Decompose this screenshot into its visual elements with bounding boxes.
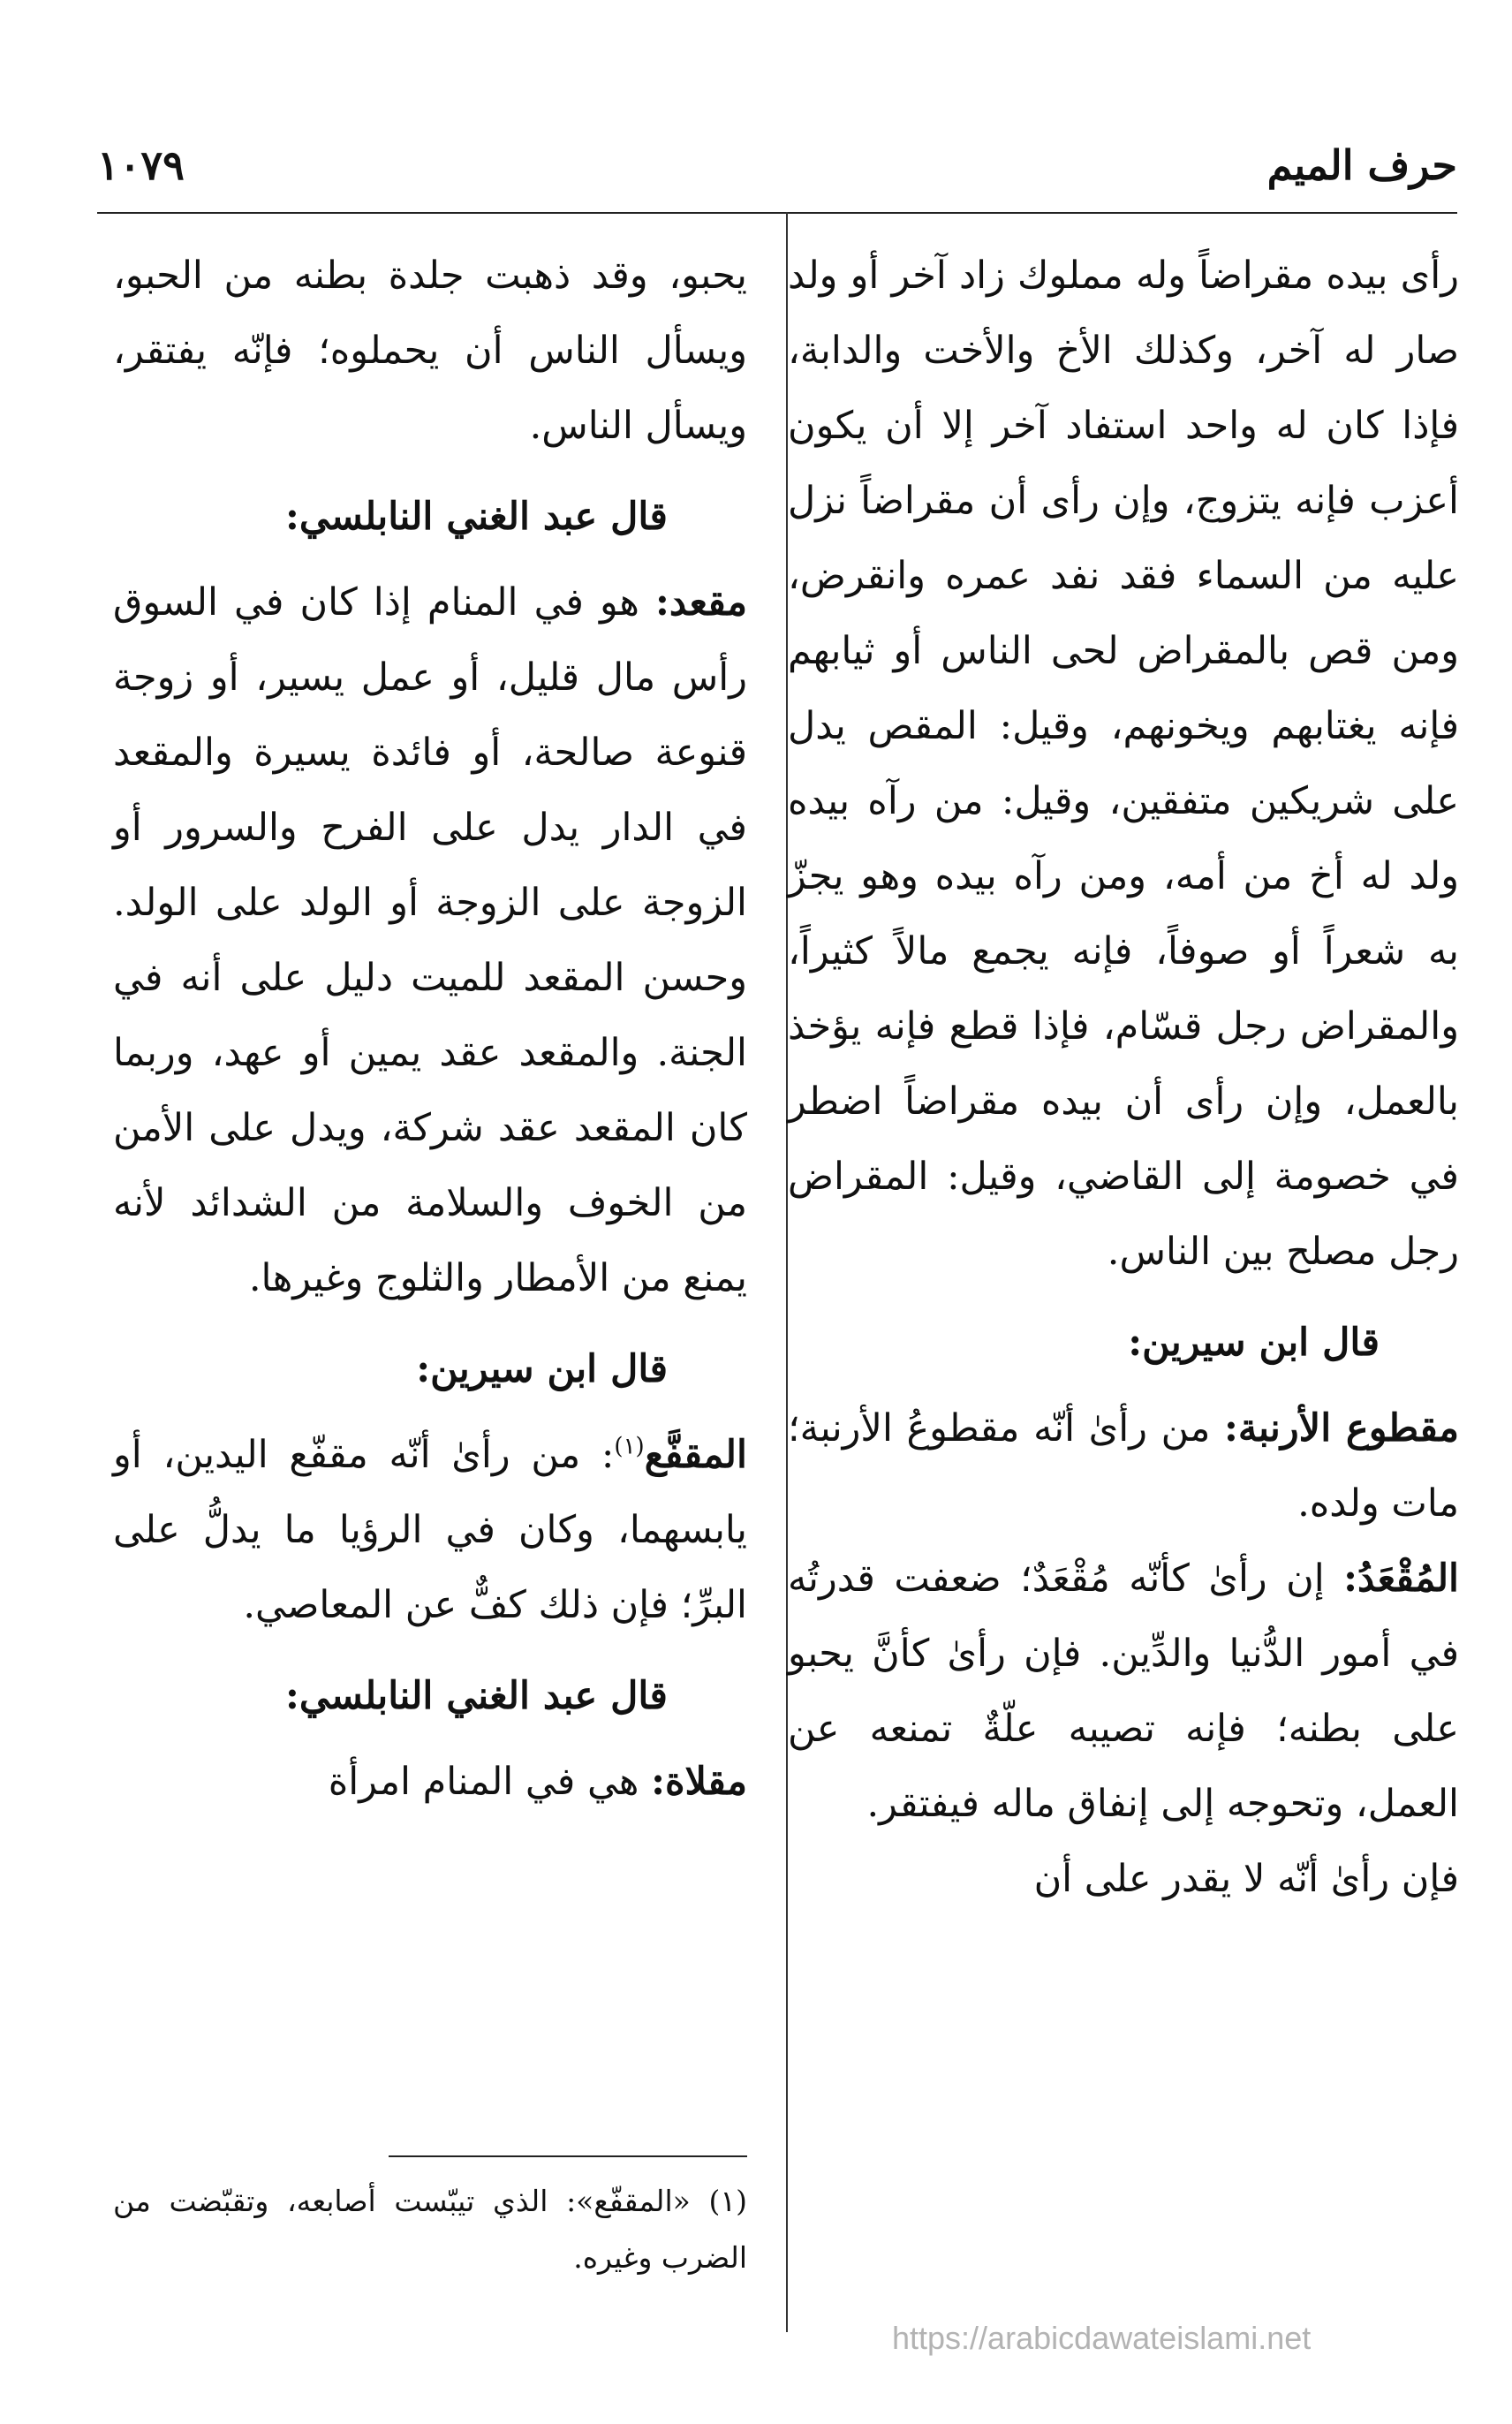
paragraph: فإن رأىٰ أنّه لا يقدر على أن [1033, 1857, 1459, 1901]
footnote-rule [389, 2155, 747, 2157]
watermark-url: https://arabicdawateislami.net [892, 2320, 1312, 2356]
entry-term: المُقْعَدُ: [1343, 1557, 1459, 1601]
entry-paragraph [113, 1745, 747, 1820]
entry-text: هو في المنام إذا كان في السوق رأس مال قليل، أو عمل يسير، أو زوجة قنوعة صالحة، أو فائدة يسيرة والمقعد في الدار يدل على الفرح والسرور أو الزوجة على الزوجة أو الولد على الولد. وحسن المقعد للميت دليل على أنه في الجنة. والمقعد عقد يمين أو عهد، وربما كان المقعد عقد شركة، ويدل على الأمن من الخوف والسلامة من الشدائد لأنه يمنع من الأمطار والثلوج وغيرها. [113, 580, 747, 1300]
entry-text: : من رأىٰ أنّه مقفّع اليدين، أو يابسهما، وكان في الرؤيا ما يدلُّ على البرِّ؛ فإن ذلك كفٌّ عن المعاصي. [113, 1433, 747, 1627]
entry-paragraph [788, 1391, 1459, 1542]
entry-paragraph [113, 1418, 747, 1643]
page-number: ١٠٧٩ [97, 141, 185, 189]
footnote-marker[interactable]: (١) [614, 1433, 645, 1460]
entry-term: مقعد: [655, 580, 747, 625]
entry-term: المقفَّع [644, 1433, 747, 1477]
footnote: (١) «المقفّع»: الذي تيبّست أصابعه، وتقبّضت من الضرب وغيره. [113, 2184, 747, 2275]
paragraph: يحبو، وقد ذهبت جلدة بطنه من الحبو، ويسأل الناس أن يحملوه؛ فإنّه يفتقر، ويسأل الناس. [113, 254, 747, 448]
header-rule [97, 212, 1457, 214]
entry-term: مقلاة: [651, 1760, 747, 1804]
entry-term: مقطوع الأرنبة: [1224, 1406, 1459, 1451]
paragraph: رأى بيده مقراضاً وله مملوك زاد آخر أو ولد صار له آخر، وكذلك الأخ والأخت والدابة، فإذا كان له واحد استفاد آخر إلا أن يكون أعزب فإنه يتزوج، وإن رأى أن مقراضاً نزل عليه من السماء فقد نفد عمره وانقرض، ومن قص بالمقراض لحى الناس أو ثيابهم فإنه يغتابهم ويخونهم، وقيل: المقص يدل على شريكين متفقين، وقيل: من رآه بيده ولد له أخ من أمه، ومن رآه بيده وهو يجزّ به شعراً أو صوفاً، فإنه يجمع مالاً كثيراً، والمقراض رجل قسّام، فإذا قطع فإنه يؤخذ بالعمل، وإن رأى أن بيده مقراضاً اضطر في خصومة إلى القاضي، وقيل: المقراض رجل مصلح بين الناس. [788, 254, 1459, 1274]
section-title: حرف الميم [1266, 141, 1457, 189]
page-header [97, 124, 1457, 203]
section-heading: قال عبد الغني النابلسي: [284, 1674, 668, 1718]
entry-text: هي في المنام امرأة [328, 1760, 652, 1804]
entry-paragraph [788, 1542, 1459, 1842]
section-heading: قال ابن سيرين: [416, 1347, 668, 1391]
section-heading: قال ابن سيرين: [1128, 1321, 1380, 1365]
entry-paragraph [113, 565, 747, 1316]
right-column [788, 239, 1459, 1917]
left-column [113, 239, 747, 1820]
section-heading: قال عبد الغني النابلسي: [284, 495, 668, 539]
entry-text: إن رأىٰ كأنّه مُقْعَدٌ؛ ضعفت قدرتُه في أمور الدُّنيا والدِّين. فإن رأىٰ كأنَّ يحبو على بطنه؛ فإنه تصيبه علّةٌ تمنعه عن العمل، وتحوجه إلى إنفاق ماله فيفتقر. [788, 1557, 1459, 1826]
entry-text: من رأىٰ أنّه مقطوعُ الأرنبة؛ مات ولده. [788, 1406, 1459, 1526]
